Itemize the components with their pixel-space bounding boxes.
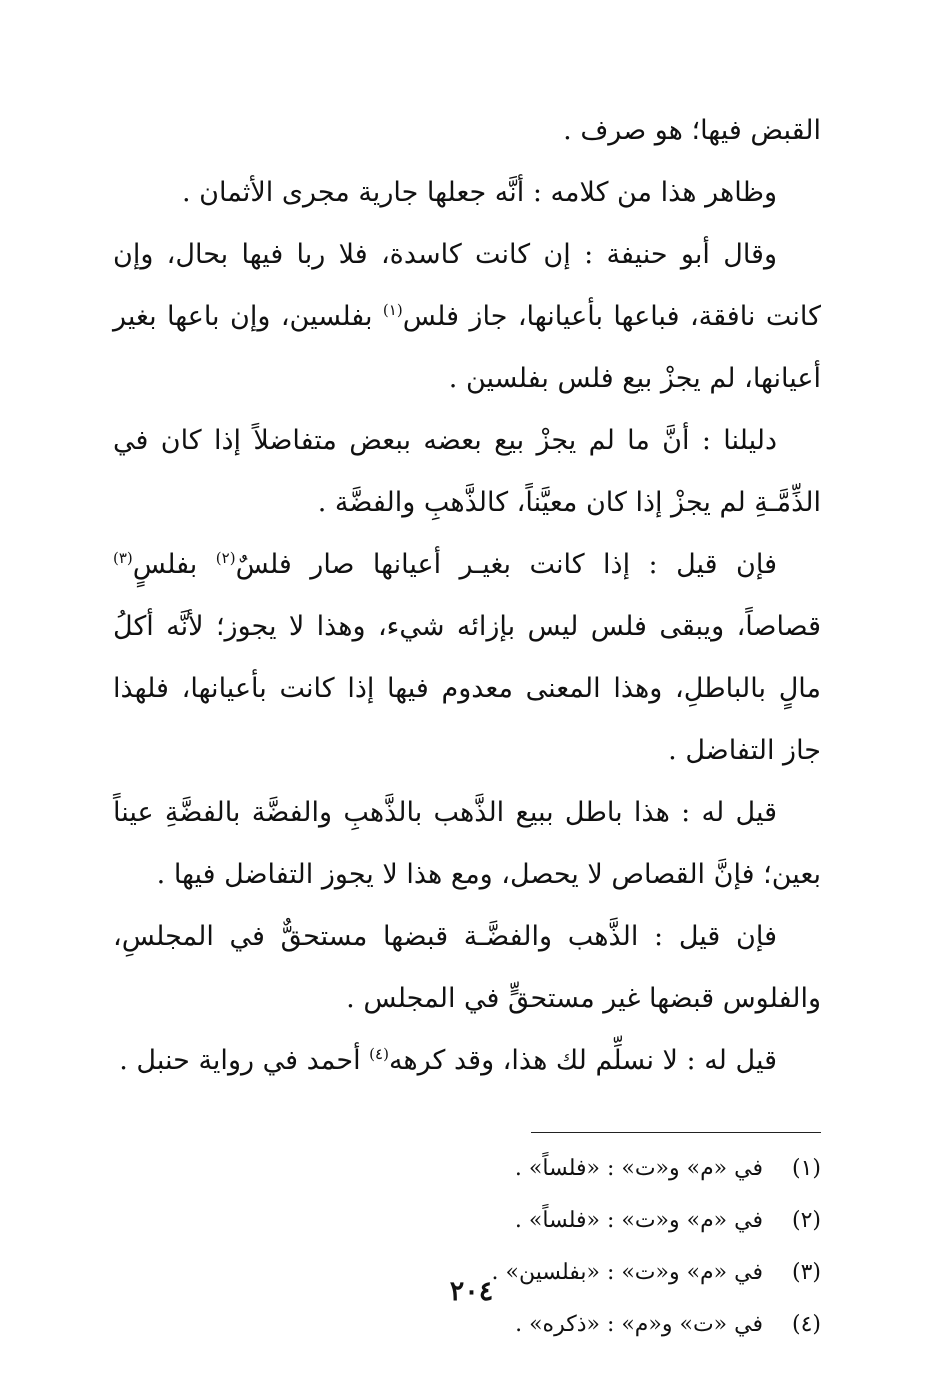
footnotes xyxy=(113,1143,821,1351)
paragraph-8 xyxy=(113,1030,821,1092)
footnote-number: (٤) xyxy=(791,1312,821,1337)
footnote-divider xyxy=(531,1132,821,1133)
paragraph-text: بفلسين، وإن باعها بغير أعيانها، لم يجزْ بيع فلس بفلسين . xyxy=(113,301,821,394)
footnote-2 xyxy=(113,1195,821,1247)
footnote-ref[interactable]: (١) xyxy=(382,301,403,319)
paragraph-text: القبض فيها؛ هو صرف . xyxy=(563,115,821,146)
page-content xyxy=(113,100,821,1351)
footnote-ref[interactable]: (٣) xyxy=(113,549,133,567)
footnote-number: (٣) xyxy=(791,1260,821,1285)
body-text xyxy=(113,100,821,1092)
paragraph-text: فإن قيل : إذا كانت بغيـر أعيانها صار فلسٌ xyxy=(235,549,778,580)
paragraph-text: قيل له : هذا باطل ببيع الذَّهب بالذَّهبِ والفضَّة بالفضَّةِ عيناً بعين؛ فإنَّ القصاص لا يحصل، ومع هذا لا يجوز التفاضل فيها . xyxy=(113,797,821,890)
paragraph-text: وظاهر هذا من كلامه : أنَّه جعلها جارية مجرى الأثمان . xyxy=(182,177,777,208)
paragraph-5 xyxy=(113,534,821,782)
footnote-text: في «م» و«ت» : «فلساً» . xyxy=(514,1208,763,1233)
paragraph-text: دليلنا : أنَّ ما لم يجزْ بيع بعضه ببعض متفاضلاً إذا كان في الذِّمَّـةِ لم يجزْ إذا كان معيَّناً، كالذَّهبِ والفضَّة . xyxy=(113,425,821,518)
footnote-number: (٢) xyxy=(791,1208,821,1233)
paragraph-7 xyxy=(113,906,821,1030)
paragraph-text: قصاصاً، ويبقى فلس ليس بإزائه شيء، وهذا لا يجوز؛ لأنَّه أكلُ مالٍ بالباطلِ، وهذا المعنى معدوم فيها إذا كانت بأعيانها، فلهذا جاز التفاضل . xyxy=(113,611,821,766)
footnote-ref[interactable]: (٤) xyxy=(369,1045,389,1063)
paragraph-text: وقال أبو حنيفة : إن كانت كاسدة، فلا ربا فيها بحال، وإن كانت نافقة، فباعها بأعيانها، جاز فلس xyxy=(113,239,821,332)
paragraph-text: أحمد في رواية حنبل . xyxy=(119,1045,370,1076)
footnote-ref[interactable]: (٢) xyxy=(215,549,236,567)
page-number: ٢٠٤ xyxy=(449,1276,494,1307)
paragraph-text: قيل له : لا نسلِّم لك هذا، وقد كرهه xyxy=(388,1045,777,1076)
footnote-1 xyxy=(113,1143,821,1195)
footnote-text: في «ت» و«م» : «ذكره» . xyxy=(515,1312,763,1337)
paragraph-1 xyxy=(113,100,821,162)
footnote-text: في «م» و«ت» : «بفلسين» . xyxy=(491,1260,763,1285)
paragraph-4 xyxy=(113,410,821,534)
paragraph-text: فإن قيل : الذَّهب والفضَّـة قبضها مستحقٌّ في المجلسِ، والفلوس قبضها غير مستحقٍّ في المجلس . xyxy=(113,921,821,1014)
footnote-number: (١) xyxy=(791,1156,821,1181)
footnote-text: في «م» و«ت» : «فلساً» . xyxy=(514,1156,763,1181)
paragraph-6 xyxy=(113,782,821,906)
paragraph-2 xyxy=(113,162,821,224)
paragraph-3 xyxy=(113,224,821,410)
paragraph-text: بفلسٍ xyxy=(132,549,216,580)
